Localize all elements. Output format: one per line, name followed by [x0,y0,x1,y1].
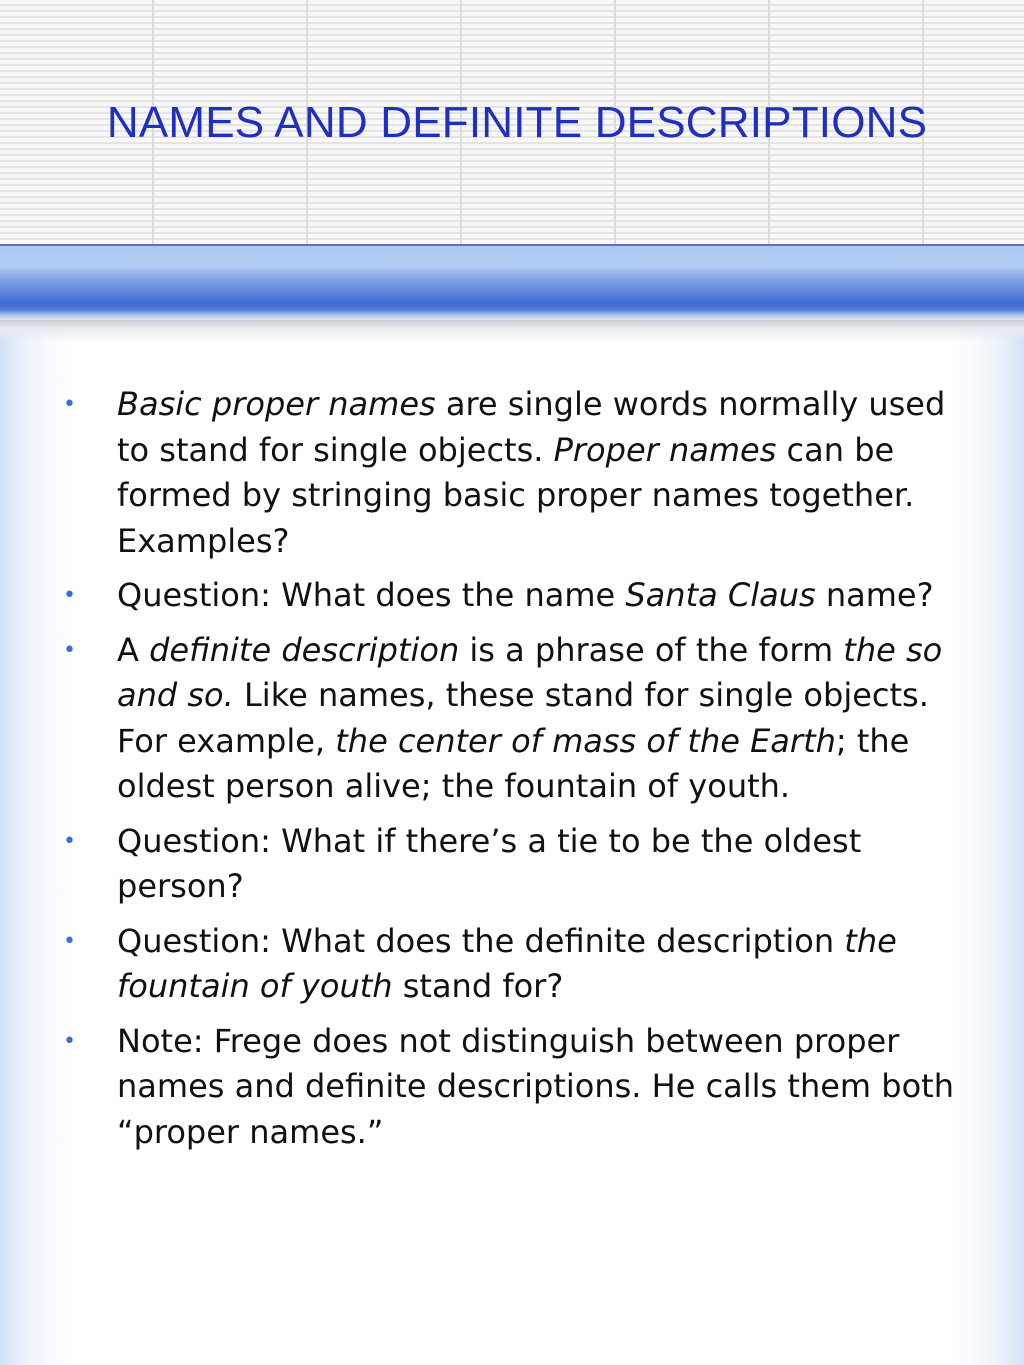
bullet-dot-icon: • [63,1028,76,1054]
bullet-italic-text: Proper names [553,430,777,469]
bullet-item [62,382,962,564]
bullet-text: Question: What does the definite description [117,921,845,960]
bullet-text: Question: What if there’s a tie to be the oldest person? [117,821,862,905]
bullet-item [62,628,962,810]
bullet-text: are single words normally used to stand for single objects. [117,385,946,469]
bullet-dot-icon: • [63,392,76,417]
bullet-list [62,382,962,1164]
bullet-text: is a phrase of the form [459,630,844,669]
bullet-text: Like names, these stand for single objects. For example, [117,676,929,760]
bullet-dot-icon: • [63,828,76,854]
bullet-italic-text: the center of mass of the Earth [335,721,836,760]
bullet-dot-icon: • [63,583,76,608]
bullet-italic-text: the so and so. [117,630,943,714]
bullet-text: Question: What does the name [117,576,626,614]
bullet-dot-icon: • [63,637,76,663]
bullet-item [62,819,962,910]
header-band-shadow [0,320,1024,342]
bullet-item [62,573,962,619]
bullet-italic-text: Basic proper names [117,385,436,423]
bullet-dot-icon: • [63,928,76,954]
bullet-text: name? [815,576,934,614]
bullet-item [62,1019,962,1156]
bullet-text: can be formed by stringing basic proper names together. Examples? [117,430,915,560]
bullet-italic-text: the fountain of youth [117,921,897,1005]
bullet-text: stand for? [392,967,564,1005]
bullet-item [62,919,962,1010]
bullet-text: A [117,630,150,669]
bullet-italic-text: definite description [149,630,460,669]
slide-title: NAMES AND DEFINITE DESCRIPTIONS [106,98,928,147]
bullet-text: ; the oldest person alive; the fountain of youth. [117,721,910,805]
header-band [0,246,1024,320]
bullet-text: Note: Frege does not distinguish between proper names and definite descriptions. He calls them both “proper names.” [117,1021,954,1151]
bullet-italic-text: Santa Claus [625,576,816,614]
